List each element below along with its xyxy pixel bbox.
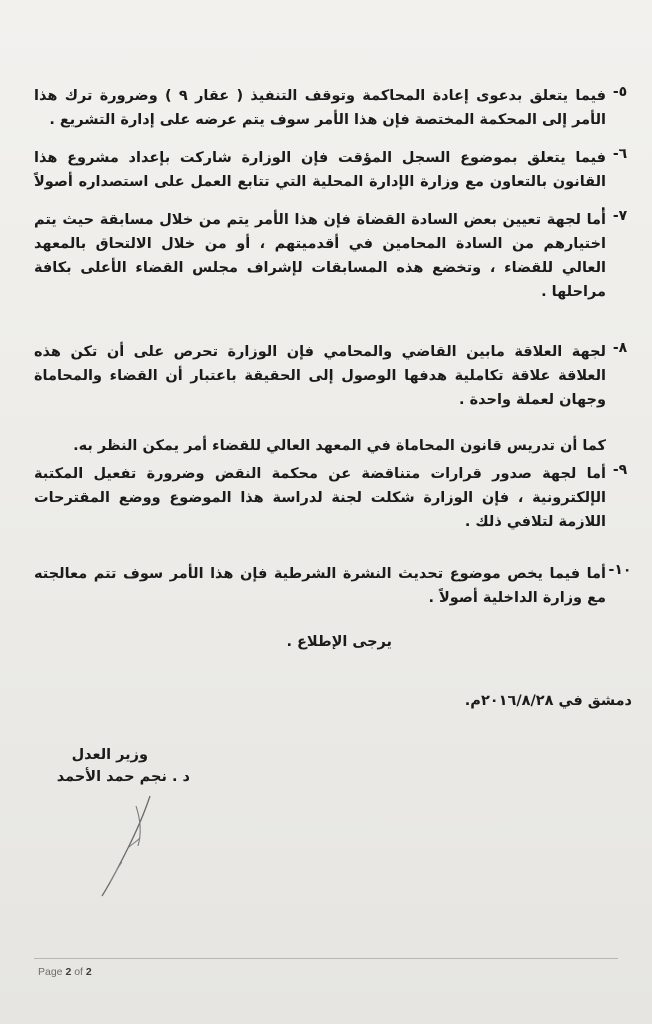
closing-line: يرجى الإطلاع . <box>286 634 392 650</box>
list-item-10 <box>34 562 632 610</box>
place-and-date: دمشق في ٢٠١٦/٨/٢٨م. <box>464 693 632 709</box>
signature-block <box>30 744 190 788</box>
signatory-name: د . نجم حمد الأحمد <box>56 769 190 785</box>
page-number <box>38 966 92 978</box>
page-total: 2 <box>85 966 92 978</box>
item-number: ٦- <box>612 146 628 162</box>
item-text: فيما يتعلق بموضوع السجل المؤقت فإن الوزارة شاركت بإعداد مشروع هذا القانون بالتعاون مع وزارة الإدارة المحلية التي تتابع العمل على استصداره أصولاً . <box>34 150 606 214</box>
footer-divider <box>34 958 618 959</box>
item-number: ٥- <box>612 84 628 100</box>
item-text: لجهة العلاقة مابين القاضي والمحامي فإن الوزارة تحرص على أن تكن هذه العلاقة علاقة تكاملية هدفها الوصول إلى الحقيقة باعتبار أن القضاء والمحاماة وجهان لعملة واحدة . <box>34 344 606 408</box>
item-number: ٧- <box>612 208 628 224</box>
page-of: of <box>74 966 83 978</box>
list-item-7 <box>34 208 628 304</box>
item-number: ٩- <box>612 462 628 478</box>
item-text: أما فيما يخص موضوع تحديث النشرة الشرطية فإن هذا الأمر سوف تتم معالجته مع وزارة الداخلية أصولاً . <box>34 566 606 606</box>
item-text: أما لجهة تعيين بعض السادة القضاة فإن هذا الأمر يتم من خلال مسابقة حيث يتم اختيارهم من السادة المحامين في أقدميتهم ، أو من خلال الالتحاق بالمعهد العالي للقضاء ، وتخضع هذه المسابقات لإشراف مجلس القضاء الأعلى بكافة مراحلها . <box>34 212 606 300</box>
item-text: فيما يتعلق بدعوى إعادة المحاكمة وتوقف التنفيذ ( عقار ٩ ) وضرورة ترك هذا الأمر إلى المحكمة المختصة فإن هذا الأمر سوف يتم عرضه على إدارة التشريع . <box>34 88 606 128</box>
item-number: ٨- <box>612 340 628 356</box>
list-item-5 <box>34 84 628 132</box>
handwritten-signature <box>92 792 162 902</box>
item-text: أما لجهة صدور قرارات متناقضة عن محكمة النقض وضرورة تفعيل المكتبة الإلكترونية ، فإن الوزارة شكلت لجنة لدراسة هذا الموضوع ووضع المقترحات اللازمة لتلافي ذلك . <box>34 466 606 530</box>
item-number: ١٠- <box>608 562 632 578</box>
page-label: Page <box>38 966 63 978</box>
page-current: 2 <box>65 966 72 978</box>
list-item-9 <box>34 462 628 534</box>
signatory-title: وزير العدل <box>71 747 148 763</box>
list-item-8 <box>34 340 628 412</box>
item-8-note: كما أن تدريس قانون المحاماة في المعهد العالي للقضاء أمر يمكن النظر به. <box>73 438 606 454</box>
